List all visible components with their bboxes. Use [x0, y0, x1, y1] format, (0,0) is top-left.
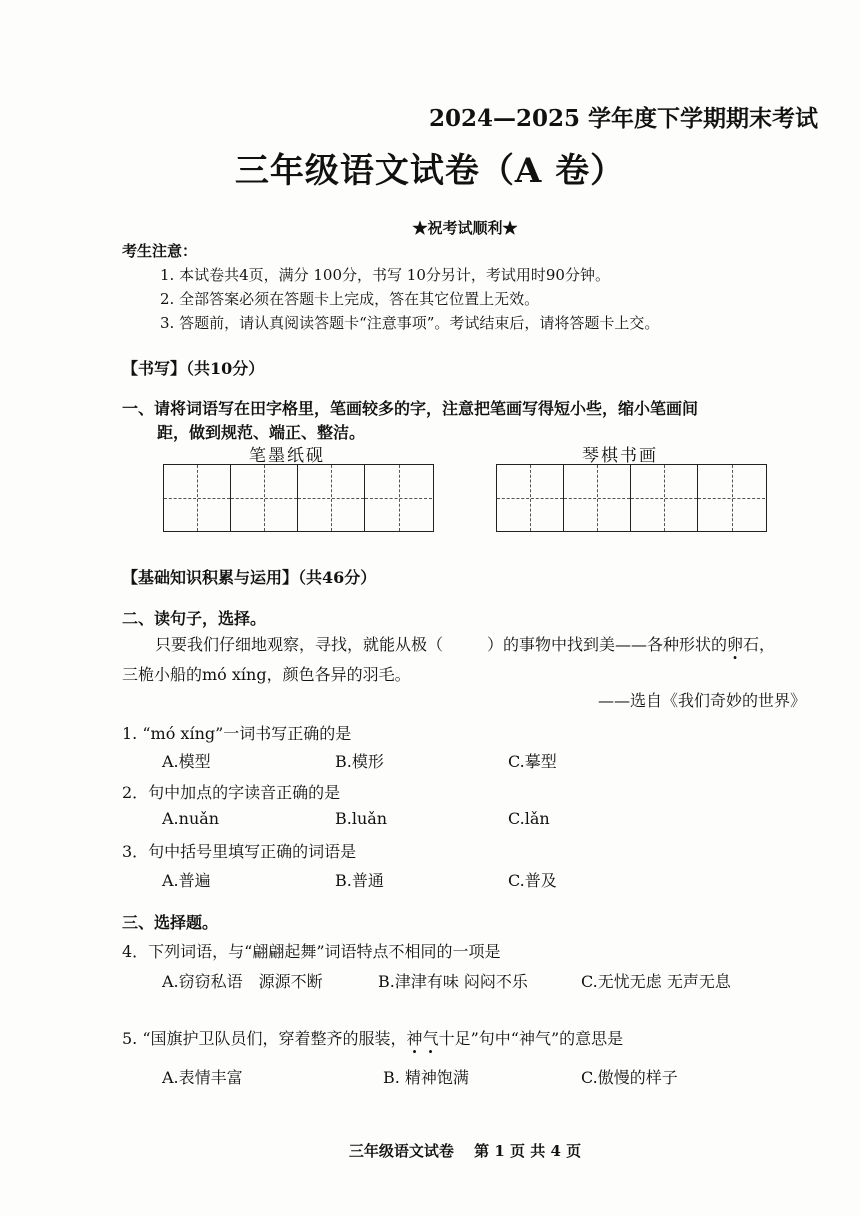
question-stem: 2．句中加点的字读音正确的是 — [122, 783, 341, 802]
option-a[interactable]: A.普遍 — [162, 871, 211, 890]
note-item: 2. 全部答案必须在答题卡上完成，答在其它位置上无效。 — [160, 290, 540, 308]
dotted-char: 气 — [422, 1029, 439, 1048]
page-title: 三年级语文试卷（A 卷） — [234, 151, 626, 191]
question-stem: 1. “mó xíng”一词书写正确的是 — [122, 724, 352, 743]
option-a[interactable]: A.窃窃私语 源源不断 — [162, 972, 323, 991]
question-text: 十足”句中“神气”的意思是 — [438, 1029, 624, 1048]
question-1-line-1: 一、请将词语写在田字格里，笔画较多的字，注意把笔画写得短小些，缩小笔画间 — [122, 399, 699, 418]
option-c[interactable]: C.摹型 — [508, 752, 557, 771]
question-5-stem — [122, 1026, 623, 1049]
grid-cell[interactable] — [231, 465, 298, 531]
basics-section-title: 【基础知识积累与运用】（共46分） — [122, 568, 377, 587]
grid-cell[interactable] — [698, 465, 765, 531]
note-item: 1. 本试卷共4页，满分 100分，书写 10分另计，考试用时90分钟。 — [160, 266, 610, 284]
exam-year-title: 2024—2025 学年度下学期期末考试 — [428, 105, 818, 132]
option-b[interactable]: B.普通 — [335, 871, 384, 890]
option-a[interactable]: A.模型 — [162, 752, 211, 771]
passage-source: ——选自《我们奇妙的世界》 — [597, 691, 806, 710]
option-c[interactable]: C.傲慢的样子 — [581, 1068, 678, 1087]
note-item: 3. 答题前，请认真阅读答题卡“注意事项”。考试结束后，请将答题卡上交。 — [160, 314, 660, 332]
option-c[interactable]: C.lǎn — [508, 809, 550, 828]
option-a[interactable]: A.表情丰富 — [162, 1068, 243, 1087]
question-stem: 4．下列词语，与“翩翩起舞”词语特点不相同的一项是 — [122, 942, 501, 961]
passage-line-2: 三桅小船的mó xíng，颜色各异的羽毛。 — [122, 665, 411, 684]
grid-1-label: 笔墨纸砚 — [249, 446, 325, 466]
grid-cell[interactable] — [631, 465, 698, 531]
writing-section-title: 【书写】（共10分） — [122, 359, 265, 378]
option-c[interactable]: C.普及 — [508, 871, 557, 890]
question-1-line-2: 距，做到规范、端正、整洁。 — [157, 423, 366, 442]
option-b[interactable]: B. 精神饱满 — [383, 1068, 469, 1087]
grid-cell[interactable] — [497, 465, 564, 531]
passage-text: 石， — [743, 635, 776, 654]
option-b[interactable]: B.津津有味 闷闷不乐 — [378, 972, 528, 991]
question-2-title: 二、读句子，选择。 — [122, 609, 267, 628]
grid-cell[interactable] — [164, 465, 231, 531]
page-footer: 三年级语文试卷 第 1 页 共 4 页 — [348, 1142, 582, 1160]
good-luck-line: ★祝考试顺利★ — [412, 219, 518, 237]
writing-grid-1[interactable] — [163, 464, 434, 532]
writing-grid-2[interactable] — [496, 464, 767, 532]
notes-heading: 考生注意： — [122, 242, 198, 260]
dotted-char: 神 — [406, 1029, 423, 1048]
choice-section-title: 三、选择题。 — [122, 913, 219, 932]
option-c[interactable]: C.无忧无虑 无声无息 — [581, 972, 731, 991]
grid-cell[interactable] — [298, 465, 365, 531]
grid-cell[interactable] — [564, 465, 631, 531]
passage-text: 只要我们仔细地观察，寻找，就能从极（ — [155, 635, 444, 654]
passage-text: ）的事物中找到美——各种形状的 — [487, 635, 728, 654]
question-stem: 3．句中括号里填写正确的词语是 — [122, 842, 357, 861]
grid-cell[interactable] — [365, 465, 432, 531]
grid-2-label: 琴棋书画 — [582, 446, 658, 466]
option-a[interactable]: A.nuǎn — [162, 809, 220, 828]
question-text: 5. “国旗护卫队员们，穿着整齐的服装， — [122, 1029, 407, 1048]
option-b[interactable]: B.luǎn — [335, 809, 388, 828]
passage-line-1 — [155, 632, 775, 655]
option-b[interactable]: B.模形 — [335, 752, 384, 771]
dotted-char: 卵 — [727, 635, 744, 654]
